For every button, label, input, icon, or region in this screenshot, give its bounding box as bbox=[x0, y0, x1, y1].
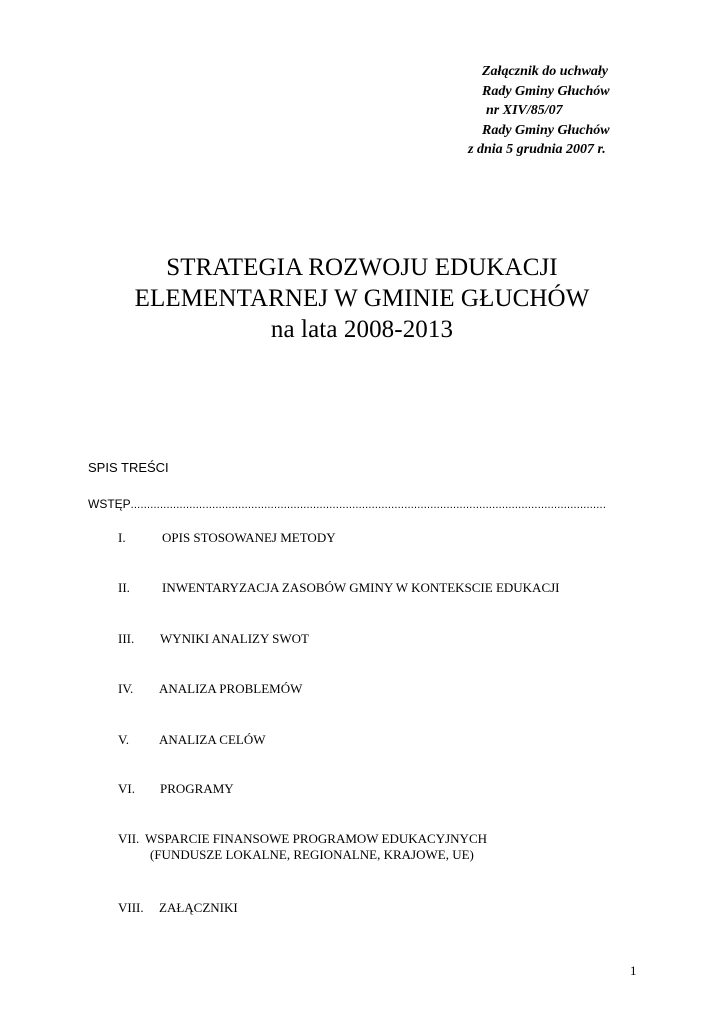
toc-entry bbox=[118, 781, 234, 797]
toc-entry-label: ZAŁĄCZNIKI bbox=[159, 900, 238, 915]
page-number: 1 bbox=[630, 963, 637, 978]
toc-entry-label: WYNIKI ANALIZY SWOT bbox=[160, 631, 309, 646]
toc-entry-number: VI. bbox=[118, 781, 135, 796]
toc-dot-leader: .................................................................................................................................................. bbox=[130, 499, 607, 511]
toc-entry bbox=[118, 681, 302, 697]
attachment-line: nr XIV/85/07 bbox=[486, 103, 563, 118]
title-line: na lata 2008-2013 bbox=[270, 316, 454, 343]
toc-entry-sublabel: (FUNDUSZE LOKALNE, REGIONALNE, KRAJOWE, UE) bbox=[150, 847, 474, 862]
toc-entry-label: WSTĘP bbox=[88, 497, 131, 511]
toc-entry-number: IV. bbox=[118, 681, 134, 696]
toc-entry-number: I. bbox=[118, 530, 126, 545]
toc-entry bbox=[118, 732, 266, 748]
attachment-note bbox=[440, 62, 680, 160]
toc-entry-number: II. bbox=[118, 580, 130, 595]
document-title bbox=[0, 252, 724, 345]
toc-entry bbox=[118, 631, 309, 647]
toc-entry-label: ANALIZA CELÓW bbox=[159, 732, 266, 747]
toc-entry bbox=[118, 831, 487, 863]
toc-entry bbox=[118, 530, 336, 546]
toc-entry-label: OPIS STOSOWANEJ METODY bbox=[162, 530, 336, 545]
toc-entry-label: INWENTARYZACJA ZASOBÓW GMINY W KONTEKSCIE EDUKACJI bbox=[162, 580, 560, 595]
attachment-line: z dnia 5 grudnia 2007 r. bbox=[468, 142, 606, 157]
title-line: STRATEGIA ROZWOJU EDUKACJI bbox=[166, 254, 558, 281]
toc-entry-number: VII. bbox=[118, 831, 140, 846]
toc-entry-intro bbox=[88, 496, 607, 513]
toc-heading: SPIS TREŚCI bbox=[88, 460, 169, 475]
toc-entry bbox=[118, 580, 560, 596]
attachment-line: Załącznik do uchwały bbox=[482, 64, 609, 79]
attachment-line: Rady Gminy Głuchów bbox=[482, 122, 610, 138]
toc-entry-label: WSPARCIE FINANSOWE PROGRAMOW EDUKACYJNYCH bbox=[145, 831, 488, 846]
attachment-line: Rady Gminy Głuchów bbox=[482, 83, 610, 99]
toc-entry-number: VIII. bbox=[118, 900, 144, 915]
toc-entry-label: ANALIZA PROBLEMÓW bbox=[159, 681, 303, 696]
toc-entry-label: PROGRAMY bbox=[160, 781, 234, 796]
toc-entry-number: III. bbox=[118, 631, 135, 646]
toc-entry-number: V. bbox=[118, 732, 129, 747]
title-line: ELEMENTARNEJ W GMINIE GŁUCHÓW bbox=[134, 285, 590, 312]
toc-entry bbox=[118, 900, 238, 916]
